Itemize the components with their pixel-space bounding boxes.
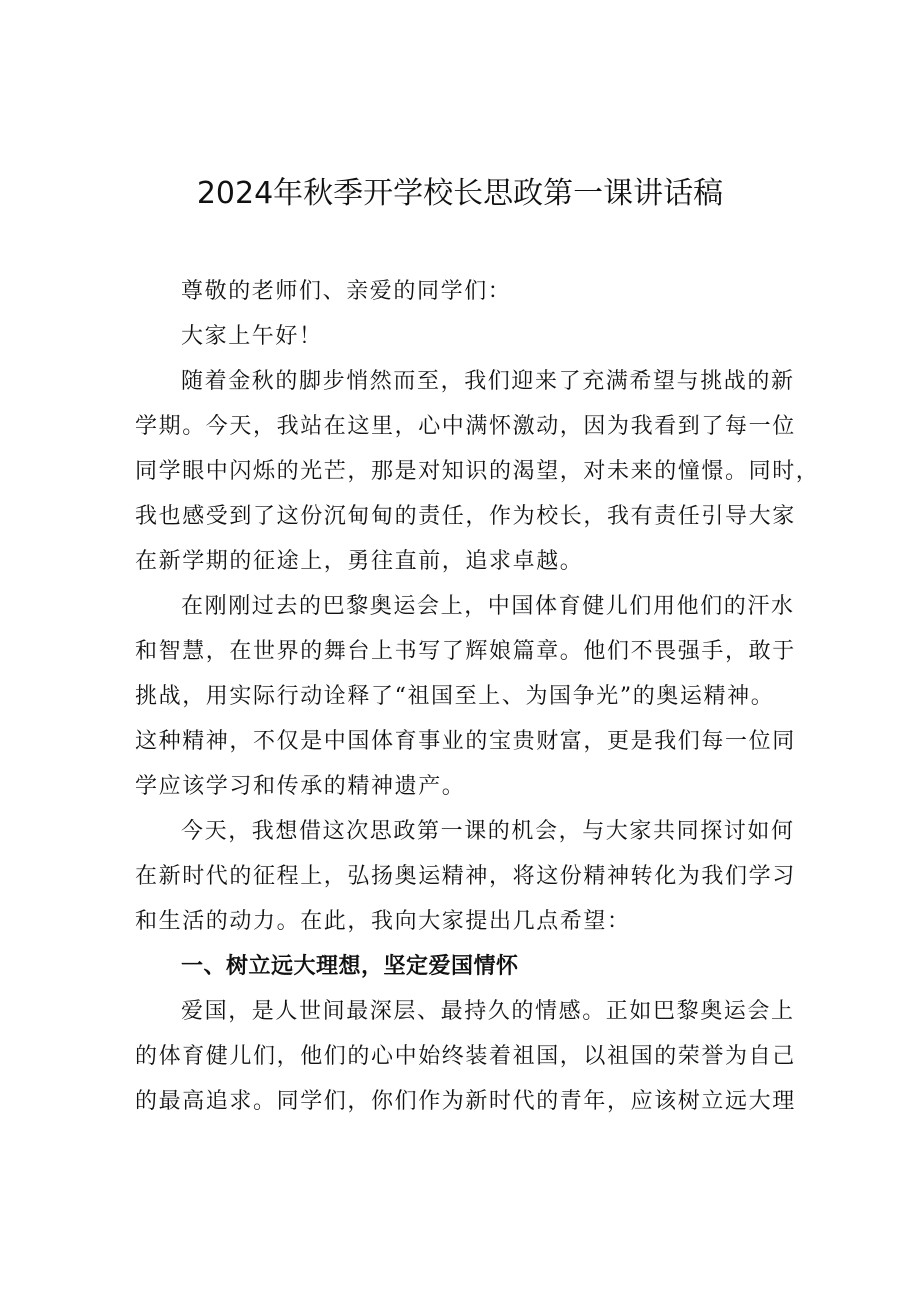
paragraph-line: 的体育健儿们，他们的心中始终装着祖国，以祖国的荣誉为自己 <box>135 1044 796 1069</box>
document-body <box>135 269 820 1124</box>
paragraph-line: 挑战，用实际行动诠释了“祖国至上、为国争光”的奥运精神。 <box>135 684 775 709</box>
paragraph-line: 在新时代的征程上，弘扬奥运精神，将这份精神转化为我们学习 <box>135 864 796 889</box>
paragraph-line: 学期。今天，我站在这里，心中满怀激动，因为我看到了每一位 <box>135 414 796 439</box>
paragraph-line: 这种精神，不仅是中国体育事业的宝贵财富，更是我们每一位同 <box>135 729 796 754</box>
salutation: 尊敬的老师们、亲爱的同学们： <box>181 279 512 304</box>
paragraph-line: 我也感受到了这份沉甸甸的责任，作为校长，我有责任引导大家 <box>135 504 796 529</box>
document-title: 2024年秋季开学校长思政第一课讲话稿 <box>196 176 724 211</box>
paragraph-line: 和智慧，在世界的舞台上书写了辉娘篇章。他们不畏强手，敢于 <box>135 639 796 664</box>
paragraph-line: 在新学期的征途上，勇往直前，追求卓越。 <box>135 549 584 574</box>
section-heading: 一、树立远大理想，坚定爱国情怀 <box>181 954 519 979</box>
paragraph-line: 和生活的动力。在此，我向大家提出几点希望： <box>135 909 631 934</box>
paragraph-line: 爱国，是人世间最深层、最持久的情感。正如巴黎奥运会上 <box>181 999 795 1024</box>
paragraph-line: 随着金秋的脚步悄然而至，我们迎来了充满希望与挑战的新 <box>181 369 795 394</box>
paragraph-line: 同学眼中闪烁的光芒，那是对知识的渴望，对未来的憧憬。同时， <box>135 459 820 484</box>
greeting: 大家上午好！ <box>181 324 323 349</box>
paragraph-line: 学应该学习和传承的精神遗产。 <box>135 774 466 799</box>
paragraph-line: 今天，我想借这次思政第一课的机会，与大家共同探讨如何 <box>181 819 795 844</box>
paragraph-line: 在刚刚过去的巴黎奥运会上，中国体育健儿们用他们的汗水 <box>181 594 795 619</box>
paragraph-line: 的最高追求。同学们，你们作为新时代的青年，应该树立远大理 <box>135 1089 796 1114</box>
